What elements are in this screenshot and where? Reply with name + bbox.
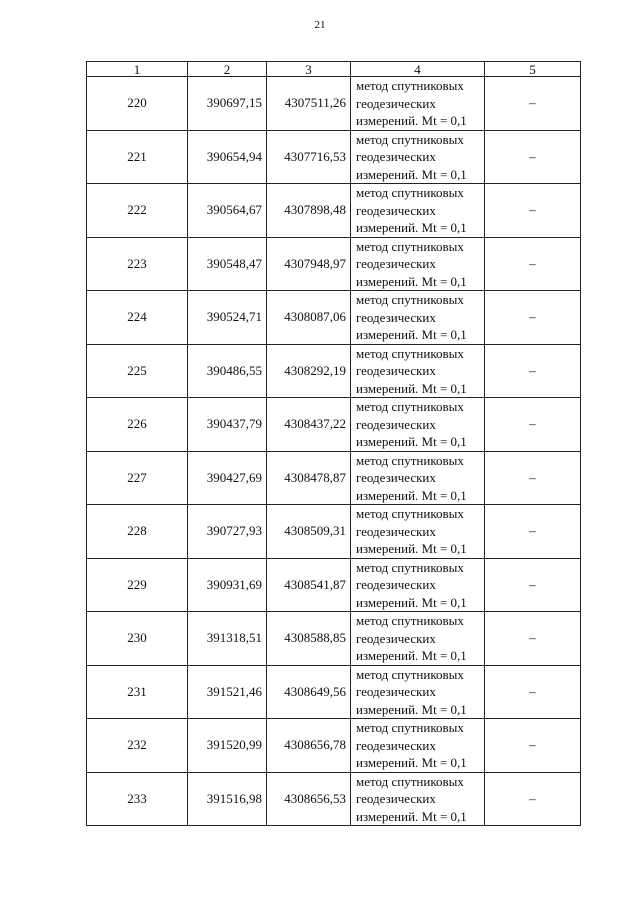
table-row — [87, 184, 581, 238]
note-cell: – — [485, 184, 581, 238]
method-line: измерений. Mt = 0,1 — [356, 701, 467, 717]
method-line: метод спутниковых — [356, 292, 464, 307]
x-coordinate-cell: 390697,15 — [188, 77, 267, 131]
note-cell: – — [485, 772, 581, 826]
point-number-cell: 229 — [87, 558, 188, 612]
x-coordinate-cell: 390486,55 — [188, 344, 267, 398]
x-coordinate-cell: 390727,93 — [188, 505, 267, 559]
point-number-cell: 227 — [87, 451, 188, 505]
method-cell — [351, 398, 485, 452]
table-row — [87, 505, 581, 559]
method-line: измерений. Mt = 0,1 — [356, 380, 467, 396]
note-cell: – — [485, 665, 581, 719]
table-row — [87, 237, 581, 291]
point-number-cell: 222 — [87, 184, 188, 238]
note-cell: – — [485, 398, 581, 452]
method-cell — [351, 505, 485, 559]
page-number: 21 — [314, 19, 326, 31]
point-number-cell: 233 — [87, 772, 188, 826]
method-line: метод спутниковых — [356, 613, 464, 628]
x-coordinate-cell: 390548,47 — [188, 237, 267, 291]
method-line: метод спутниковых — [356, 78, 464, 93]
table-row — [87, 665, 581, 719]
method-line: геодезических — [356, 363, 436, 378]
header-col-3: 3 — [267, 62, 351, 77]
point-number-cell: 225 — [87, 344, 188, 398]
table-row — [87, 719, 581, 773]
method-line: геодезических — [356, 791, 436, 806]
y-coordinate-cell: 4308541,87 — [267, 558, 351, 612]
point-number-cell: 228 — [87, 505, 188, 559]
method-line: геодезических — [356, 309, 436, 325]
x-coordinate-cell: 391520,99 — [188, 719, 267, 773]
x-coordinate-cell: 391318,51 — [188, 612, 267, 666]
y-coordinate-cell: 4308588,85 — [267, 612, 351, 666]
method-line: метод спутниковых — [356, 666, 464, 682]
method-line: метод спутниковых — [356, 399, 464, 414]
y-coordinate-cell: 4308437,22 — [267, 398, 351, 452]
y-coordinate-cell: 4308509,31 — [267, 505, 351, 559]
method-line: измерений. Mt = 0,1 — [356, 273, 467, 289]
method-line: геодезических — [356, 95, 436, 111]
method-line: геодезических — [356, 470, 436, 485]
table-row — [87, 398, 581, 452]
point-number-cell: 232 — [87, 719, 188, 773]
note-cell: – — [485, 719, 581, 773]
method-line: метод спутниковых — [356, 345, 464, 361]
method-line: метод спутниковых — [356, 773, 464, 789]
method-line: метод спутниковых — [356, 559, 464, 575]
header-col-2: 2 — [188, 62, 267, 77]
coordinates-table — [86, 61, 581, 826]
method-line: метод спутниковых — [356, 452, 464, 468]
method-line: геодезических — [356, 256, 436, 271]
y-coordinate-cell: 4308649,56 — [267, 665, 351, 719]
y-coordinate-cell: 4307898,48 — [267, 184, 351, 238]
method-cell — [351, 130, 485, 184]
x-coordinate-cell: 391521,46 — [188, 665, 267, 719]
method-line: измерений. Mt = 0,1 — [356, 220, 467, 235]
method-line: измерений. Mt = 0,1 — [356, 434, 467, 449]
point-number-cell: 220 — [87, 77, 188, 131]
table-row — [87, 612, 581, 666]
point-number-cell: 223 — [87, 237, 188, 291]
y-coordinate-cell: 4308478,87 — [267, 451, 351, 505]
header-col-4: 4 — [351, 62, 485, 77]
method-line: геодезических — [356, 737, 436, 753]
table-row — [87, 344, 581, 398]
x-coordinate-cell: 390654,94 — [188, 130, 267, 184]
method-cell — [351, 665, 485, 719]
method-line: измерений. Mt = 0,1 — [356, 113, 467, 128]
header-col-1: 1 — [87, 62, 188, 77]
note-cell: – — [485, 344, 581, 398]
point-number-cell: 221 — [87, 130, 188, 184]
table-row — [87, 772, 581, 826]
table-row — [87, 130, 581, 184]
x-coordinate-cell: 390437,79 — [188, 398, 267, 452]
y-coordinate-cell: 4307716,53 — [267, 130, 351, 184]
method-line: измерений. Mt = 0,1 — [356, 541, 467, 556]
method-line: метод спутниковых — [356, 238, 464, 254]
method-line: геодезических — [356, 684, 436, 699]
table-row — [87, 558, 581, 612]
method-line: геодезических — [356, 577, 436, 592]
method-line: геодезических — [356, 630, 436, 646]
y-coordinate-cell: 4308087,06 — [267, 291, 351, 345]
method-cell — [351, 184, 485, 238]
table-body — [87, 77, 581, 826]
note-cell: – — [485, 451, 581, 505]
method-line: измерений. Mt = 0,1 — [356, 755, 467, 770]
method-line: измерений. Mt = 0,1 — [356, 594, 467, 610]
method-line: геодезических — [356, 202, 436, 218]
method-line: метод спутниковых — [356, 131, 464, 147]
method-cell — [351, 612, 485, 666]
header-col-5: 5 — [485, 62, 581, 77]
y-coordinate-cell: 4308292,19 — [267, 344, 351, 398]
method-cell — [351, 719, 485, 773]
x-coordinate-cell: 390427,69 — [188, 451, 267, 505]
y-coordinate-cell: 4307511,26 — [267, 77, 351, 131]
method-cell — [351, 344, 485, 398]
table-header-row — [87, 62, 581, 77]
note-cell: – — [485, 558, 581, 612]
table-row — [87, 77, 581, 131]
method-cell — [351, 451, 485, 505]
x-coordinate-cell: 390564,67 — [188, 184, 267, 238]
method-line: измерений. Mt = 0,1 — [356, 648, 467, 663]
x-coordinate-cell: 391516,98 — [188, 772, 267, 826]
table-row — [87, 451, 581, 505]
method-cell — [351, 558, 485, 612]
x-coordinate-cell: 390931,69 — [188, 558, 267, 612]
y-coordinate-cell: 4308656,78 — [267, 719, 351, 773]
table-row — [87, 291, 581, 345]
method-line: метод спутниковых — [356, 506, 464, 521]
point-number-cell: 230 — [87, 612, 188, 666]
point-number-cell: 224 — [87, 291, 188, 345]
y-coordinate-cell: 4307948,97 — [267, 237, 351, 291]
method-line: геодезических — [356, 523, 436, 539]
method-cell — [351, 237, 485, 291]
note-cell: – — [485, 237, 581, 291]
note-cell: – — [485, 130, 581, 184]
method-line: метод спутниковых — [356, 185, 464, 200]
method-line: измерений. Mt = 0,1 — [356, 808, 467, 824]
method-line: измерений. Mt = 0,1 — [356, 166, 467, 182]
method-cell — [351, 772, 485, 826]
method-cell — [351, 77, 485, 131]
x-coordinate-cell: 390524,71 — [188, 291, 267, 345]
y-coordinate-cell: 4308656,53 — [267, 772, 351, 826]
method-line: метод спутниковых — [356, 720, 464, 735]
method-line: измерений. Mt = 0,1 — [356, 327, 467, 342]
point-number-cell: 226 — [87, 398, 188, 452]
method-line: геодезических — [356, 149, 436, 164]
point-number-cell: 231 — [87, 665, 188, 719]
method-line: измерений. Mt = 0,1 — [356, 487, 467, 503]
note-cell: – — [485, 612, 581, 666]
note-cell: – — [485, 77, 581, 131]
note-cell: – — [485, 505, 581, 559]
note-cell: – — [485, 291, 581, 345]
method-line: геодезических — [356, 416, 436, 432]
method-cell — [351, 291, 485, 345]
